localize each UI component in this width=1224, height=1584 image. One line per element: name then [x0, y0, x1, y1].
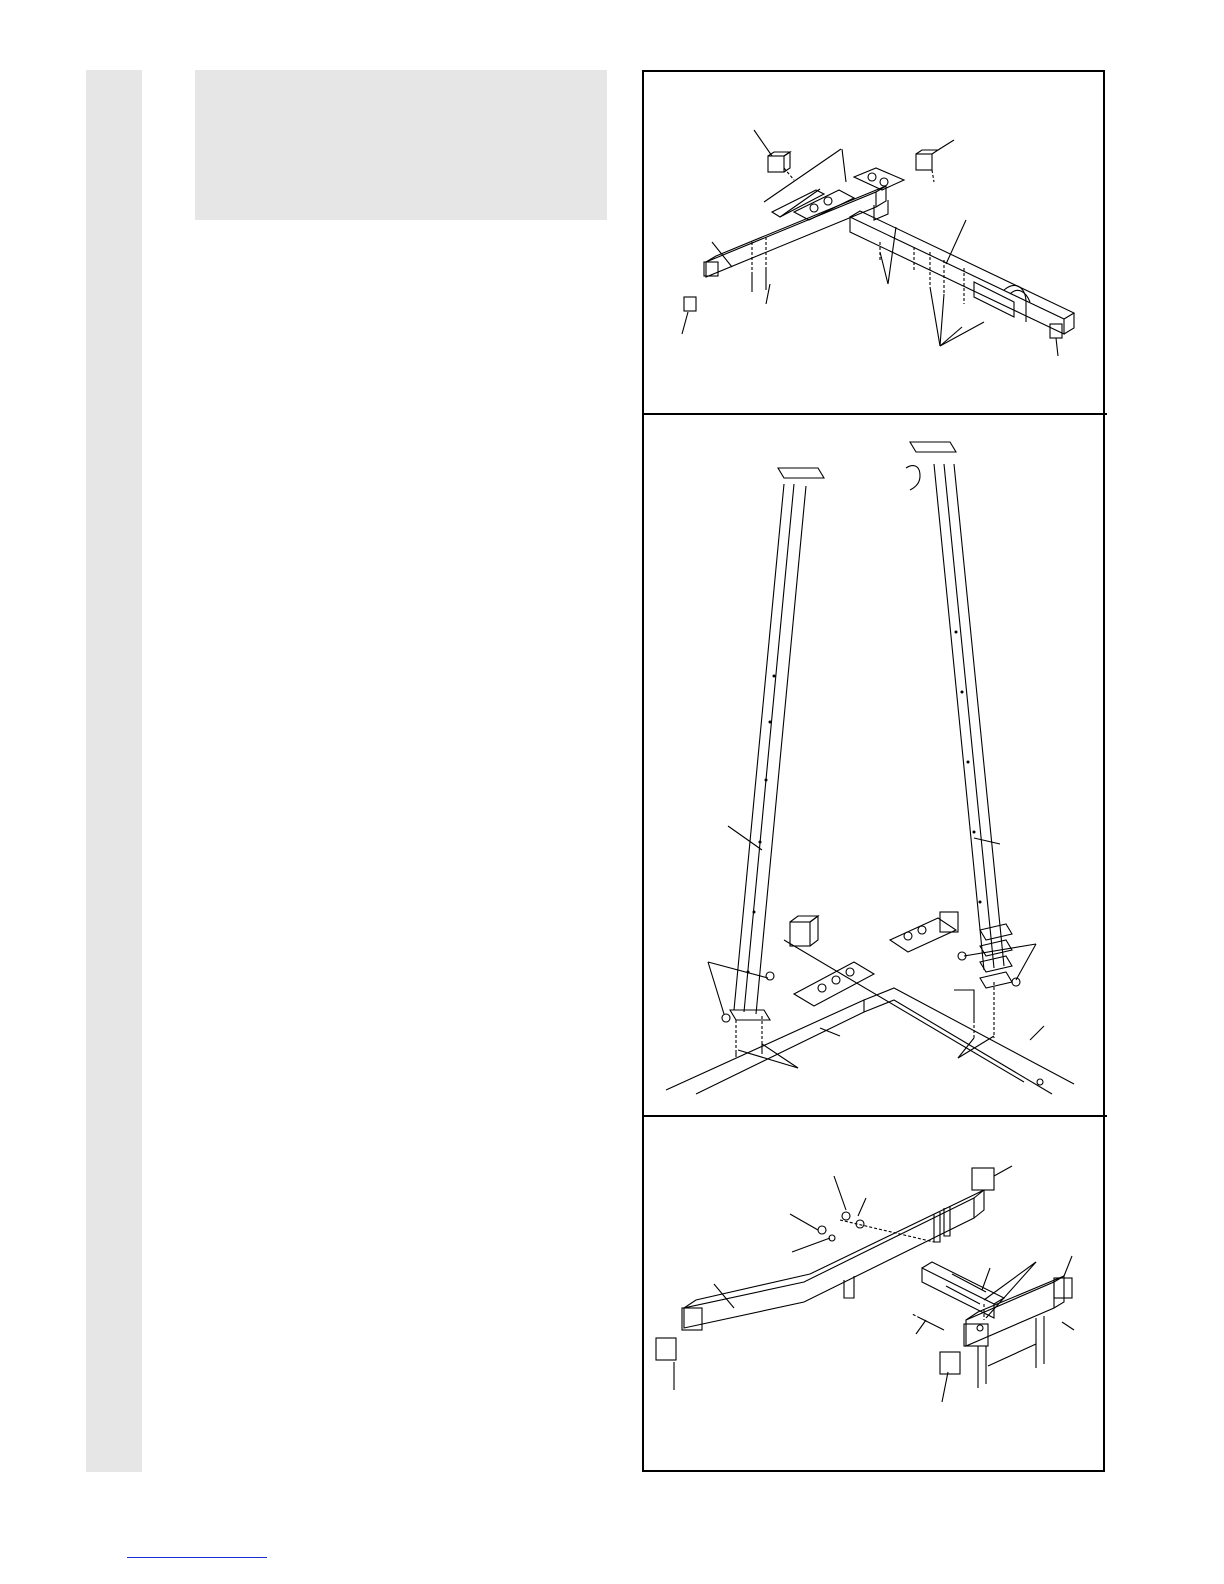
- end-cap-top-right: [916, 154, 932, 170]
- end-cap-left: [684, 297, 696, 311]
- end-cap-right: [1050, 324, 1062, 338]
- header-box: [195, 70, 607, 220]
- bottom-rule: [127, 1557, 267, 1558]
- crossbar-drawing: [656, 1166, 1074, 1402]
- assembly-figure: [642, 70, 1105, 1472]
- end-cap-bottom-3: [940, 1352, 960, 1374]
- side-band: [86, 70, 142, 1472]
- upright-drawing: [666, 442, 1074, 1094]
- end-cap-top-left: [768, 156, 784, 172]
- end-cap-left-3: [656, 1338, 676, 1360]
- end-cap-top-right-3: [972, 1168, 994, 1190]
- base-frame-drawing: [682, 130, 1074, 356]
